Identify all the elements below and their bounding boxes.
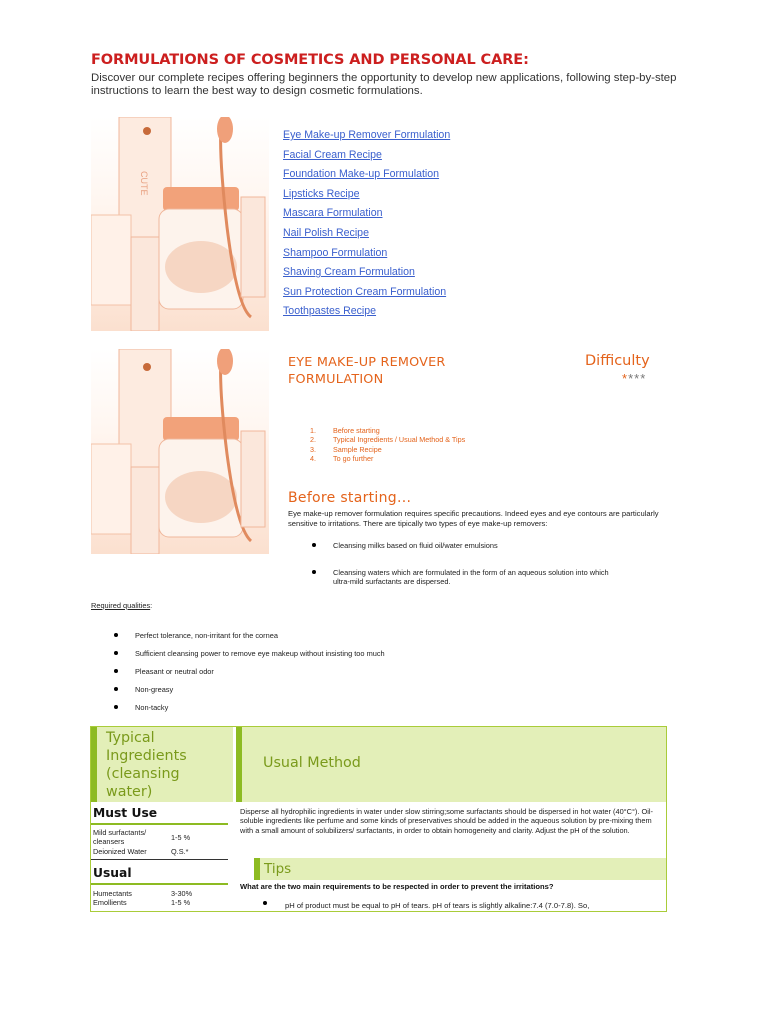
cosmetics-jar-image-2 [91, 349, 269, 554]
quality-item: Sufficient cleansing power to remove eye makeup without insisting too much [135, 649, 385, 658]
tips-header: Tips [254, 858, 666, 880]
difficulty-rating [622, 371, 646, 386]
page-title: FORMULATIONS OF COSMETICS AND PERSONAL CARE: [91, 52, 529, 68]
ingredient-row: Deionized Water [93, 847, 147, 856]
ingredient-value: 1-5 % [171, 833, 191, 842]
step-item[interactable]: 1. Before starting [310, 426, 380, 435]
svg-text:CUTE: CUTE [139, 171, 149, 196]
step-item[interactable]: 2. Typical Ingredients / Usual Method & Tips [310, 435, 466, 445]
difficulty-label: Difficulty [585, 353, 650, 369]
link-mascara[interactable]: Mascara Formulation [283, 207, 383, 220]
star-icon-filled: * [622, 371, 629, 386]
tips-question: What are the two main requirements to be respected in order to prevent the irritations? [240, 882, 554, 891]
divider [91, 859, 228, 860]
star-icon-empty: * [640, 371, 647, 386]
star-icon-empty: * [634, 371, 641, 386]
link-foundation-makeup[interactable]: Foundation Make-up Formulation [283, 168, 440, 181]
link-sun-protection[interactable]: Sun Protection Cream Formulation [283, 285, 447, 298]
link-shampoo[interactable]: Shampoo Formulation [283, 246, 388, 259]
quality-item: Non-greasy [135, 685, 174, 694]
intro-paragraph: Discover our complete recipes offering beginners the opportunity to develop new applications, following step-by-step instructions to learn the best way to design cosmetic formulations. [91, 72, 677, 97]
link-facial-cream[interactable]: Facial Cream Recipe [283, 148, 382, 161]
typical-ingredients-header: Typical Ingredients (cleansing water) [91, 727, 233, 802]
bullet-icon [114, 633, 118, 637]
required-qualities-label: Required qualities: [91, 601, 153, 610]
divider [91, 823, 228, 825]
remover-type-water: Cleansing waters which are formulated in the form of an aqueous solution into which ultra-mild surfactants are dispersed. [333, 568, 609, 587]
link-nail-polish[interactable]: Nail Polish Recipe [283, 226, 369, 239]
ingredient-row: Emollients [93, 898, 127, 907]
recipe-link-list [283, 129, 450, 325]
usual-method-header: Usual Method [236, 727, 666, 802]
recipe-title-line1: EYE MAKE-UP REMOVER [288, 355, 446, 370]
ingredient-row: Humectants [93, 889, 132, 898]
must-use-heading: Must Use [93, 806, 158, 820]
step-item[interactable]: 4. To go further [310, 453, 374, 463]
cosmetics-jar-image [91, 117, 269, 331]
star-icon-empty: * [628, 371, 635, 386]
ingredient-value: Q.S.* [171, 847, 189, 856]
step-list [310, 426, 465, 463]
tips-answer: pH of product must be equal to pH of tears. pH of tears is slightly alkaline:7.4 (7.0-7.8). So, [285, 901, 590, 910]
link-shaving-cream[interactable]: Shaving Cream Formulation [283, 266, 415, 279]
ingredient-row: Mild surfactants/ cleansers [93, 828, 147, 846]
usual-heading: Usual [93, 866, 132, 880]
before-starting-heading: Before starting... [288, 490, 412, 506]
recipe-title [288, 354, 446, 388]
step-item[interactable]: 3. Sample Recipe [310, 444, 382, 454]
bullet-icon [312, 543, 316, 547]
divider [91, 883, 228, 885]
bullet-icon [114, 687, 118, 691]
quality-item: Non-tacky [135, 703, 169, 712]
bullet-icon [263, 901, 267, 905]
ingredient-value: 1-5 % [171, 898, 191, 907]
quality-item: Pleasant or neutral odor [135, 667, 214, 676]
remover-type-milk: Cleansing milks based on fluid oil/water emulsions [333, 541, 498, 550]
usual-method-text: Disperse all hydrophilic ingredients in water under slow stirring;some surfactants should be dispersed in hot water (40°C°). Oil-soluble ingredients like perfume and some kinds of preservatives should be added in the aqueous solution by pre-mixing them with a small amount of solubilizers/ surfactants, in order to obtain homogeneity and clarity. Adjust the pH of the solution. [240, 807, 653, 835]
bullet-icon [312, 570, 316, 574]
bullet-icon [114, 705, 118, 709]
recipe-title-line2: FORMULATION [288, 372, 384, 387]
bullet-icon [114, 669, 118, 673]
link-eye-makeup-remover[interactable]: Eye Make-up Remover Formulation [283, 129, 451, 141]
link-lipsticks[interactable]: Lipsticks Recipe [283, 187, 360, 200]
quality-item: Perfect tolerance, non-irritant for the cornea [135, 631, 278, 640]
link-toothpastes[interactable]: Toothpastes Recipe [283, 305, 377, 318]
bullet-icon [114, 651, 118, 655]
before-starting-paragraph: Eye make-up remover formulation requires specific precautions. Indeed eyes and eye contours are particularly sensitive to irritations. There are tipically two types of eye make-up removers: [288, 509, 659, 528]
ingredient-value: 3-30% [171, 889, 193, 898]
